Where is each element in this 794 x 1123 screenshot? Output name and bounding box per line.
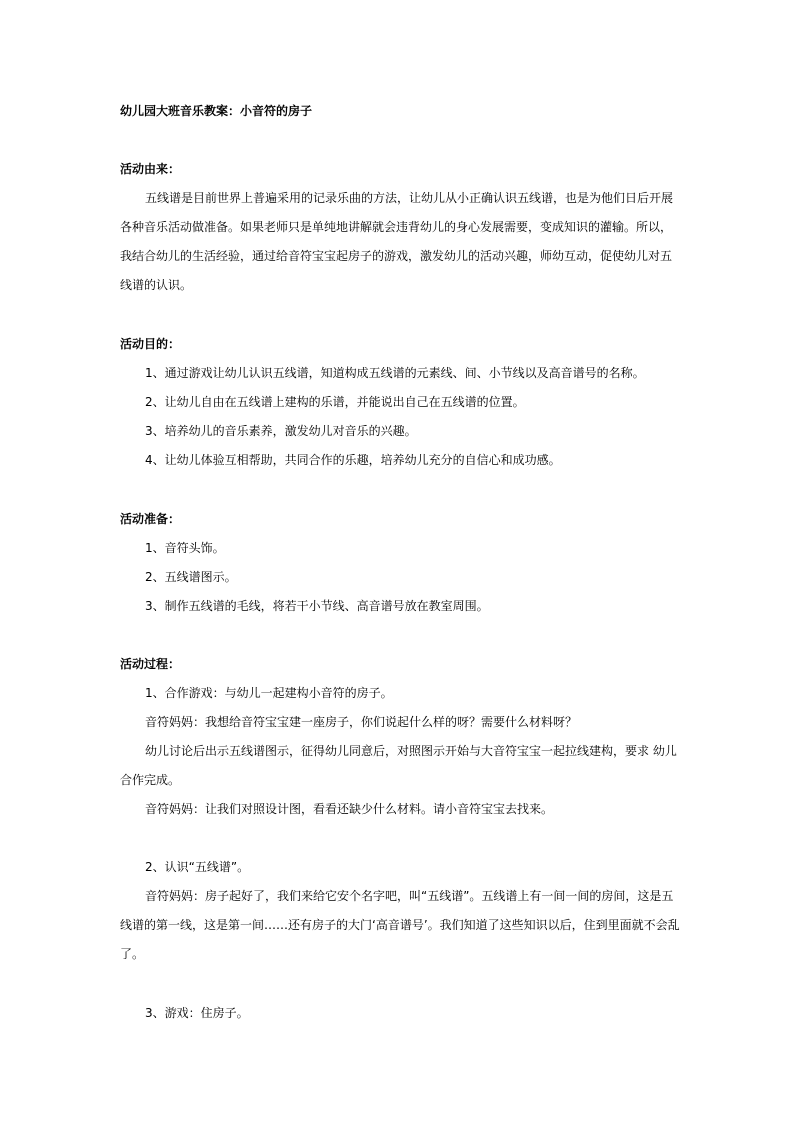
process-step-3: 3、游戏：住房子。 xyxy=(145,1006,249,1020)
prep-item-1: 1、音符头饰。 xyxy=(145,541,225,555)
process-step-2-desc-line-2: 线谱的第一线，这是第一间……还有房子的大门‘高音谱号’。我们知道了这些知识以后，住到里面就不会乱 xyxy=(120,918,680,932)
origin-line-3: 我结合幼儿的生活经验，通过给音符宝宝起房子的游戏，激发幼儿的活动兴趣，师幼互动，促使幼儿对五 xyxy=(120,249,673,263)
process-heading: 活动过程： xyxy=(120,657,181,671)
process-step-2-desc-line-3: 了。 xyxy=(120,947,145,961)
origin-line-4: 线谱的认识。 xyxy=(120,278,193,292)
origin-heading: 活动由来： xyxy=(120,162,181,176)
goal-item-3: 3、培养幼儿的音乐素养，激发幼儿对音乐的兴趣。 xyxy=(145,424,417,438)
process-step-1: 1、合作游戏：与幼儿一起建构小音符的房子。 xyxy=(145,686,393,700)
goals-heading: 活动目的： xyxy=(120,337,181,351)
prep-item-3: 3、制作五线谱的毛线，将若干小节线、高音谱号放在教室周围。 xyxy=(145,599,489,613)
process-step-1-end: 音符妈妈：让我们对照设计图，看看还缺少什么材料。请小音符宝宝去找来。 xyxy=(145,802,554,816)
process-step-2: 2、认识“五线谱”。 xyxy=(145,860,250,874)
process-step-1-desc-line-1: 幼儿讨论后出示五线谱图示，征得幼儿同意后，对照图示开始与大音符宝宝一起拉线建构，要求 幼儿 xyxy=(145,744,677,758)
goal-item-2: 2、让幼儿自由在五线谱上建构的乐谱，并能说出自己在五线谱的位置。 xyxy=(145,395,525,409)
process-step-1-question: 音符妈妈：我想给音符宝宝建一座房子，你们说起什么样的呀？需要什么材料呀？ xyxy=(145,715,578,729)
process-step-2-desc-line-1: 音符妈妈：房子起好了，我们来给它安个名字吧，叫“五线谱”。五线谱上有一间一间的房间，这是五 xyxy=(145,889,674,903)
prep-heading: 活动准备： xyxy=(120,512,181,526)
prep-item-2: 2、五线谱图示。 xyxy=(145,570,237,584)
process-step-1-desc-line-2: 合作完成。 xyxy=(120,773,181,787)
goal-item-1: 1、通过游戏让幼儿认识五线谱，知道构成五线谱的元素线、间、小节线以及高音谱号的名称。 xyxy=(145,366,645,380)
origin-line-2: 各种音乐活动做准备。如果老师只是单纯地讲解就会违背幼儿的身心发展需要，变成知识的灌输。所以， xyxy=(120,220,673,234)
page-title: 幼儿园大班音乐教案：小音符的房子 xyxy=(120,104,313,118)
origin-line-1: 五线谱是目前世界上普遍采用的记录乐曲的方法，让幼儿从小正确认识五线谱，也是为他们日后开展 xyxy=(145,191,674,205)
goal-item-4: 4、让幼儿体验互相帮助，共同合作的乐趣，培养幼儿充分的自信心和成功感。 xyxy=(145,453,561,467)
